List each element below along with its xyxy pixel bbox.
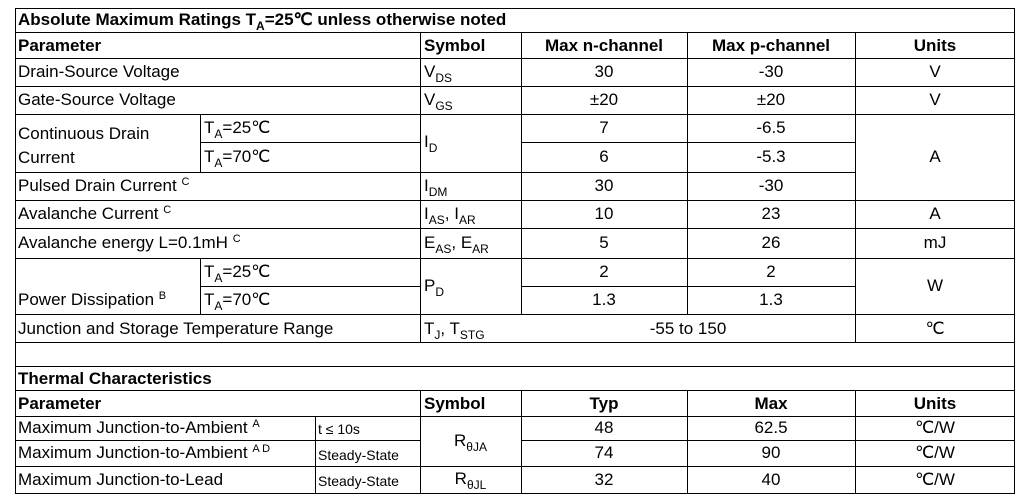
eas-n: 5 — [599, 233, 609, 252]
id-unit: A — [929, 147, 941, 166]
thermal-rja-symbol — [420, 431, 521, 452]
tj-symbol-sep: , — [440, 319, 450, 338]
eas-symbol-main2: E — [460, 233, 473, 252]
id-param-line1: Continuous Drain — [18, 124, 150, 143]
eas-param — [18, 233, 241, 253]
eas-param-text: Avalanche energy L=0.1mH — [18, 233, 233, 252]
pd-p-25: 2 — [766, 262, 776, 281]
row-divider — [521, 440, 1015, 441]
tj-unit: ℃ — [925, 319, 945, 338]
row-divider — [15, 114, 1015, 115]
pd-symbol-main: P — [424, 276, 436, 295]
thermal-row-1-note: A — [252, 418, 260, 430]
tj-symbol-sub2: STG — [459, 328, 485, 342]
ias-symbol-main2: I — [454, 204, 459, 223]
thermal-header-units: Units — [913, 394, 957, 413]
tj-symbol-main2: T — [449, 319, 460, 338]
thermal-row-1-param-text: Maximum Junction-to-Ambient — [18, 418, 253, 437]
tj-param: Junction and Storage Temperature Range — [18, 319, 334, 338]
ias-param — [18, 204, 171, 224]
id-cond-70-rest: =70℃ — [222, 147, 271, 166]
thermal-row-2-typ: 74 — [594, 443, 614, 462]
ias-symbol-sub1: AS — [428, 213, 445, 227]
ias-symbol-sep: , — [444, 204, 455, 223]
row-divider — [15, 314, 1015, 315]
eas-symbol-sub2: AR — [472, 242, 489, 256]
pd-note: B — [158, 290, 167, 302]
thermal-row-3-param: Maximum Junction-to-Lead — [18, 470, 224, 489]
row-divider — [521, 142, 855, 143]
ratings-title-sub: A — [256, 19, 265, 33]
thermal-rjl-symbol — [420, 469, 521, 490]
idm-symbol — [424, 176, 447, 197]
ias-p: 23 — [761, 204, 781, 223]
thermal-row-2-unit: ℃/W — [915, 443, 955, 462]
thermal-row-3-cond: Steady-State — [318, 473, 399, 489]
idm-symbol-sub: DM — [428, 185, 448, 199]
thermal-row-1-cond: t ≤ 10s — [318, 421, 360, 437]
vgs-symbol-sub: GS — [435, 99, 453, 113]
ratings-title-rest: =25℃ unless otherwise noted — [264, 10, 507, 29]
eas-symbol — [424, 233, 489, 254]
pd-cond-25-rest: =25℃ — [222, 262, 271, 281]
tj-symbol-main1: T — [424, 319, 435, 338]
id-cond-70-main: T — [204, 147, 215, 166]
pd-symbol-sub: D — [435, 285, 445, 299]
idm-symbol-main: I — [424, 176, 429, 195]
thermal-row-2-param-text: Maximum Junction-to-Ambient — [18, 443, 253, 462]
vgs-unit: V — [929, 90, 941, 109]
pd-cond-70-main: T — [204, 290, 215, 309]
eas-unit: mJ — [923, 233, 947, 252]
col-divider — [200, 258, 201, 314]
vds-symbol-sub: DS — [435, 71, 453, 85]
vds-param: Drain-Source Voltage — [18, 62, 180, 81]
header-symbol: Symbol — [424, 36, 486, 55]
vgs-symbol — [424, 90, 453, 111]
id-symbol-sub: D — [428, 141, 438, 155]
pd-cond-25-main: T — [204, 262, 215, 281]
id-param-line2: Current — [18, 148, 75, 167]
pd-n-70: 1.3 — [592, 290, 616, 309]
thermal-row-2-param — [18, 443, 270, 463]
tj-symbol — [424, 319, 485, 340]
col-divider — [200, 114, 201, 172]
vds-p: -30 — [758, 62, 784, 81]
pd-unit: W — [926, 276, 944, 295]
thermal-header-typ: Typ — [589, 394, 619, 413]
thermal-row-1-unit: ℃/W — [915, 418, 955, 437]
tj-symbol-sub1: J — [434, 328, 441, 342]
row-divider — [15, 342, 1015, 343]
pd-n-25: 2 — [599, 262, 609, 281]
row-divider — [15, 172, 855, 173]
pd-p-70: 1.3 — [759, 290, 783, 309]
pd-cond-70-sub: A — [214, 299, 223, 313]
pd-cond-70-rest: =70℃ — [222, 290, 271, 309]
id-cond-70 — [204, 147, 270, 168]
thermal-row-2-note: A D — [252, 443, 271, 455]
row-divider — [521, 286, 855, 287]
row-divider — [15, 416, 1015, 417]
pd-cond-70 — [204, 290, 270, 311]
rjl-symbol-sub: θJL — [466, 478, 487, 492]
row-divider — [15, 466, 1015, 467]
thermal-row-3-max: 40 — [761, 470, 781, 489]
vgs-p: ±20 — [756, 90, 786, 109]
vgs-param: Gate-Source Voltage — [18, 90, 176, 109]
id-n-70: 6 — [599, 147, 609, 166]
ias-symbol-main1: I — [424, 204, 429, 223]
id-p-70: -5.3 — [756, 147, 786, 166]
row-divider — [15, 32, 1015, 33]
row-divider — [15, 58, 1015, 59]
thermal-row-1-typ: 48 — [594, 418, 614, 437]
ias-n: 10 — [594, 204, 614, 223]
row-divider — [200, 142, 420, 143]
rja-symbol-sub: θJA — [466, 440, 487, 454]
id-n-25: 7 — [599, 118, 609, 137]
thermal-row-1-max: 62.5 — [754, 418, 788, 437]
id-symbol-main: I — [424, 132, 429, 151]
row-divider — [15, 440, 420, 441]
thermal-header-max: Max — [754, 394, 788, 413]
rjl-symbol-main: R — [454, 469, 467, 488]
vds-symbol — [424, 62, 452, 83]
header-max-n: Max n-channel — [544, 36, 664, 55]
thermal-row-3-unit: ℃/W — [915, 470, 955, 489]
eas-symbol-sub1: AS — [435, 242, 452, 256]
thermal-row-2-cond: Steady-State — [318, 447, 399, 463]
ias-unit: A — [929, 204, 941, 223]
ias-note: C — [163, 204, 172, 216]
datasheet-ratings-table — [15, 8, 1015, 494]
idm-n: 30 — [594, 176, 614, 195]
col-divider — [420, 32, 421, 342]
thermal-header-symbol: Symbol — [424, 394, 486, 413]
tj-value: -55 to 150 — [649, 319, 727, 338]
row-divider — [15, 228, 1015, 229]
row-divider — [15, 258, 1015, 259]
eas-note: C — [232, 233, 241, 245]
header-max-p: Max p-channel — [711, 36, 831, 55]
thermal-row-1-param — [18, 418, 260, 438]
header-units: Units — [913, 36, 957, 55]
vgs-n: ±20 — [589, 90, 619, 109]
ias-symbol-sub2: AR — [458, 213, 476, 227]
pd-symbol — [424, 276, 444, 297]
eas-p: 26 — [761, 233, 781, 252]
vgs-symbol-main: V — [424, 90, 436, 109]
header-parameter: Parameter — [18, 36, 102, 55]
id-cond-25-sub: A — [214, 127, 223, 141]
thermal-row-3-typ: 32 — [594, 470, 614, 489]
row-divider — [200, 286, 420, 287]
idm-note: C — [181, 176, 190, 188]
ias-param-text: Avalanche Current — [18, 204, 164, 223]
vds-symbol-main: V — [424, 62, 436, 81]
row-divider — [15, 366, 1015, 367]
row-divider — [15, 390, 1015, 391]
ratings-title-main: Absolute Maximum Ratings T — [18, 10, 257, 29]
thermal-row-2-max: 90 — [761, 443, 781, 462]
pd-cond-25-sub: A — [214, 271, 223, 285]
eas-symbol-main1: E — [424, 233, 436, 252]
row-divider — [15, 200, 1015, 201]
thermal-header-parameter: Parameter — [18, 394, 102, 413]
idm-param — [18, 176, 189, 196]
vds-unit: V — [929, 62, 941, 81]
id-cond-70-sub: A — [214, 156, 223, 170]
id-symbol — [424, 132, 437, 153]
thermal-title: Thermal Characteristics — [18, 369, 212, 388]
pd-cond-25 — [204, 262, 270, 283]
id-cond-25-main: T — [204, 118, 215, 137]
eas-symbol-sep: , — [451, 233, 461, 252]
col-divider — [315, 416, 316, 494]
pd-param — [18, 290, 166, 310]
id-cond-25-rest: =25℃ — [222, 118, 271, 137]
rja-symbol-main: R — [454, 431, 467, 450]
id-p-25: -6.5 — [756, 118, 786, 137]
ratings-title — [18, 10, 506, 31]
idm-param-text: Pulsed Drain Current — [18, 176, 182, 195]
idm-p: -30 — [758, 176, 784, 195]
id-cond-25 — [204, 118, 270, 139]
row-divider — [15, 86, 1015, 87]
vds-n: 30 — [594, 62, 614, 81]
pd-param-text: Power Dissipation — [18, 290, 159, 309]
ias-symbol — [424, 204, 476, 225]
